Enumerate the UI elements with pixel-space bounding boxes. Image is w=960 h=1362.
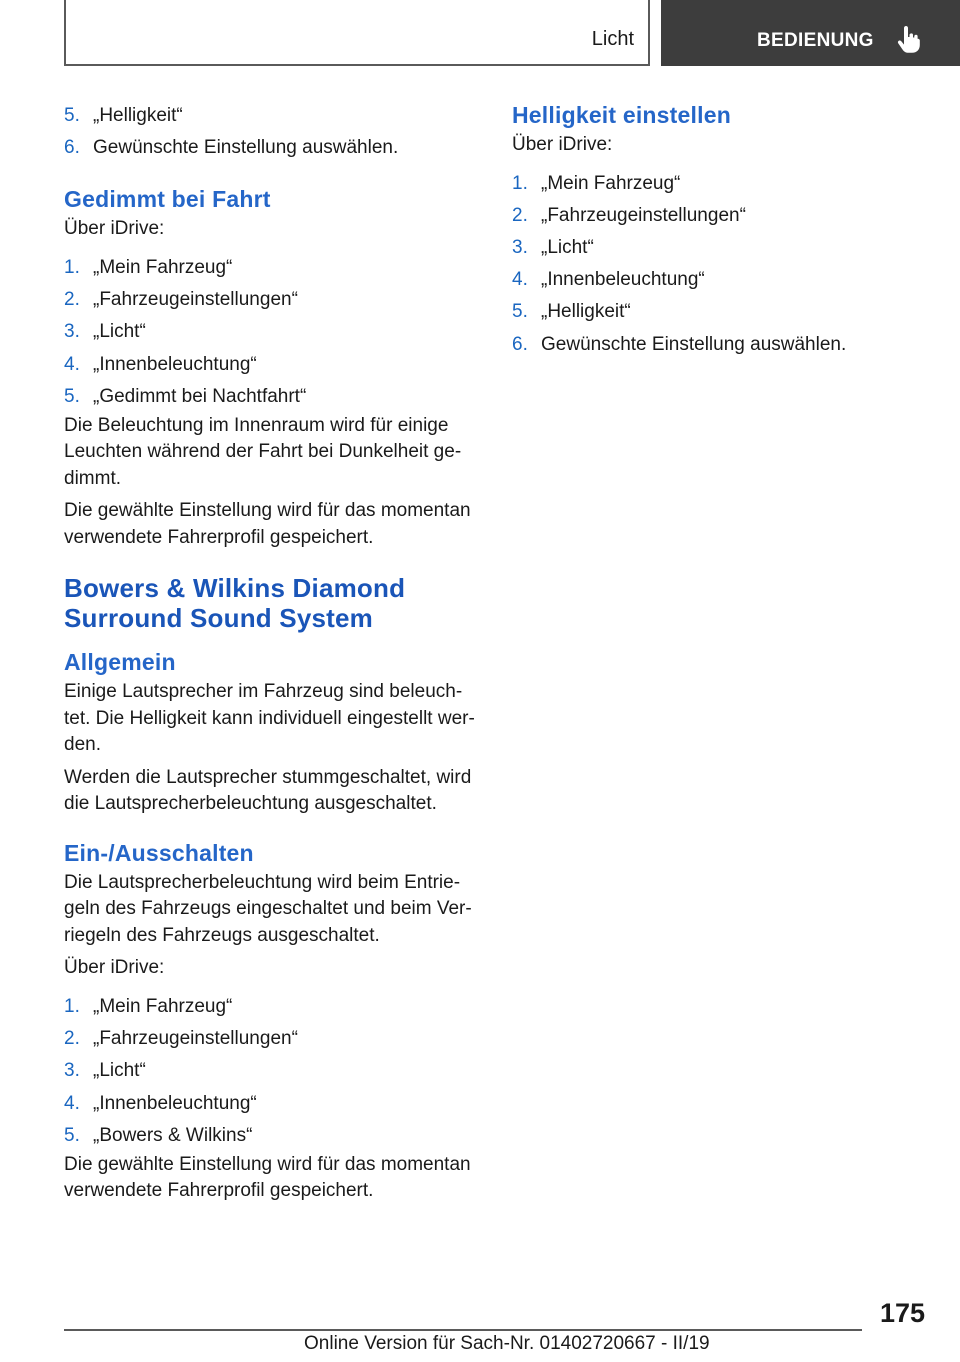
list-item: 6. Gewünschte Einstellung auswählen. — [64, 137, 399, 159]
list-item: 2. „Fahrzeugeinstellungen“ — [512, 204, 746, 226]
hand-pointer-icon — [895, 26, 921, 54]
list-item: 4. „Innenbeleuchtung“ — [512, 269, 705, 291]
list-item: 6. Gewünschte Einstellung auswählen. — [512, 333, 847, 355]
list-item: 2. „Fahrzeugeinstellungen“ — [64, 1028, 298, 1050]
list-item: 5. „Bowers & Wilkins“ — [64, 1124, 253, 1146]
list-item: 3. „Licht“ — [64, 1060, 146, 1082]
list-item: 2. „Fahrzeugeinstellungen“ — [64, 289, 298, 311]
chapter-title: Licht — [591, 28, 634, 50]
steps-list-helligkeit — [512, 168, 927, 361]
list-item: 1. „Mein Fahrzeug“ — [512, 172, 681, 194]
body-paragraph: Die gewählte Einstellung wird für das momentan verwendete Fahrerprofil gespeichert. — [64, 1153, 471, 1202]
section-title: BEDIENUNG — [757, 30, 874, 51]
page-number: 175 — [880, 1298, 926, 1328]
heading-ein-ausschalten: Ein-/Ausschalten — [64, 839, 254, 866]
page-header — [0, 0, 960, 66]
steps-list-top — [64, 100, 479, 164]
body-paragraph: Die Beleuchtung im Innenraum wird für einige Leuchten während der Fahrt bei Dunkelheit gedimmt. — [64, 414, 462, 489]
heading-bowers-wilkins: Bowers & Wilkins Diamond Surround Sound System — [64, 573, 406, 634]
list-item: 5. „Helligkeit“ — [64, 105, 183, 126]
body-paragraph: Einige Lautsprecher im Fahrzeug sind beleuchtet. Die Helligkeit kann individuell eingestellt werden. — [64, 681, 475, 756]
chapter-tab — [64, 0, 650, 66]
heading-helligkeit-einstellen: Helligkeit einstellen — [512, 102, 731, 128]
body-paragraph: Werden die Lautsprecher stummgeschaltet, wird die Lautsprecherbeleuchtung ausgeschaltet. — [64, 766, 472, 815]
list-item: 3. „Licht“ — [512, 236, 594, 258]
body-paragraph: Die gewählte Einstellung wird für das momentan verwendete Fahrerprofil gespeichert. — [64, 500, 471, 548]
heading-allgemein: Allgemein — [64, 649, 176, 676]
list-item: 1. „Mein Fahrzeug“ — [64, 995, 233, 1017]
idrive-intro: Über iDrive: — [512, 134, 613, 155]
right-column — [512, 100, 927, 361]
heading-gedimmt: Gedimmt bei Fahrt — [64, 186, 271, 213]
steps-list-gedimmt — [64, 252, 479, 413]
list-item: 4. „Innenbeleuchtung“ — [64, 353, 257, 375]
list-item: 4. „Innenbeleuchtung“ — [64, 1092, 257, 1114]
list-item: 1. „Mein Fahrzeug“ — [64, 256, 233, 278]
online-version-note: Online Version für Sach-Nr. 01402720667 - II/19 — [304, 1333, 710, 1354]
body-paragraph: Die Lautsprecherbeleuchtung wird beim Entriegeln des Fahrzeugs eingeschaltet und beim Verriegeln des Fahrzeugs ausgeschaltet. — [64, 871, 472, 946]
list-item: 3. „Licht“ — [64, 321, 146, 343]
list-item: 5. „Helligkeit“ — [512, 301, 631, 323]
left-column — [64, 100, 479, 1211]
steps-list-einaus — [64, 991, 479, 1152]
idrive-intro: Über iDrive: — [64, 957, 165, 979]
footer-divider — [64, 1329, 862, 1331]
idrive-intro: Über iDrive: — [64, 218, 165, 240]
list-item: 5. „Gedimmt bei Nachtfahrt“ — [64, 385, 307, 407]
section-tab — [661, 0, 960, 66]
